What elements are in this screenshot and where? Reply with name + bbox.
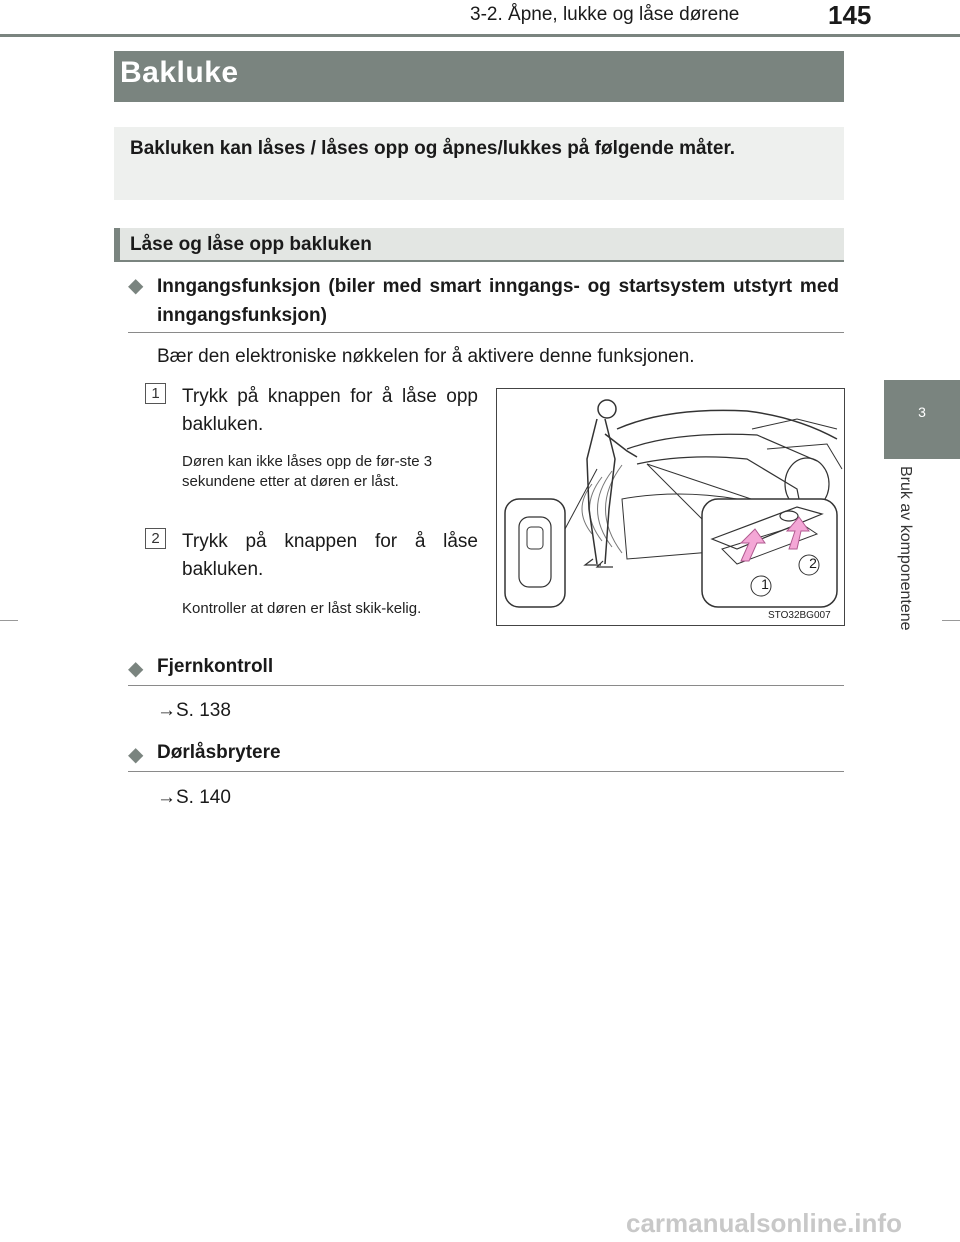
step-1-text: Trykk på knappen for å låse opp bakluken. xyxy=(182,386,478,435)
crop-mark xyxy=(942,620,960,621)
entry-function-heading: Inngangsfunksjon (biler med smart inngangs- og startsystem utstyrt med inngangsfunksjon) xyxy=(157,276,839,326)
car-rear-drawing xyxy=(497,389,844,625)
subsection-underline xyxy=(114,260,844,262)
section-header: 3-2. Åpne, lukke og låse dørene xyxy=(470,4,740,25)
callout-1: 1 xyxy=(761,576,769,592)
remote-heading: Fjernkontroll xyxy=(157,656,274,677)
page-reference-link[interactable]: →S. 140 xyxy=(157,787,231,808)
diamond-bullet-icon: ◆ xyxy=(128,658,144,680)
page-reference-link[interactable]: →S. 138 xyxy=(157,700,231,721)
crop-mark xyxy=(0,620,18,621)
diamond-bullet-icon: ◆ xyxy=(128,744,144,766)
step-number-icon: 1 xyxy=(145,383,166,404)
figure-code: STO32BG007 xyxy=(768,610,831,621)
header-rule xyxy=(0,34,960,37)
entry-function-body: Bær den elektroniske nøkkelen for å aktivere denne funksjonen. xyxy=(157,346,695,367)
diamond-bullet-icon: ◆ xyxy=(128,275,144,297)
chapter-tab-rule xyxy=(884,456,960,459)
chapter-number: 3 xyxy=(918,404,926,420)
tailgate-illustration xyxy=(496,388,845,626)
step-2-text: Trykk på knappen for å låse bakluken. xyxy=(182,531,478,580)
heading-rule xyxy=(128,332,844,333)
callout-2: 2 xyxy=(809,555,817,571)
subsection-title: Låse og låse opp bakluken xyxy=(130,234,372,255)
door-switches-heading: Dørlåsbrytere xyxy=(157,742,281,763)
page-number: 145 xyxy=(828,0,872,30)
step-1-note: Døren kan ikke låses opp de før-ste 3 sekundene etter at døren er låst. xyxy=(182,453,433,490)
step-number-icon: 2 xyxy=(145,528,166,549)
subsection-accent xyxy=(114,228,120,262)
chapter-title: Bruk av komponentene xyxy=(897,466,914,631)
intro-text: Bakluken kan låses / låses opp og åpnes/lukkes på følgende måter. xyxy=(130,138,736,159)
heading-rule xyxy=(128,771,844,772)
heading-rule xyxy=(128,685,844,686)
page-title: Bakluke xyxy=(120,56,239,89)
watermark: carmanualsonline.info xyxy=(626,1208,902,1238)
step-2-note: Kontroller at døren er låst skik-kelig. xyxy=(182,600,422,617)
